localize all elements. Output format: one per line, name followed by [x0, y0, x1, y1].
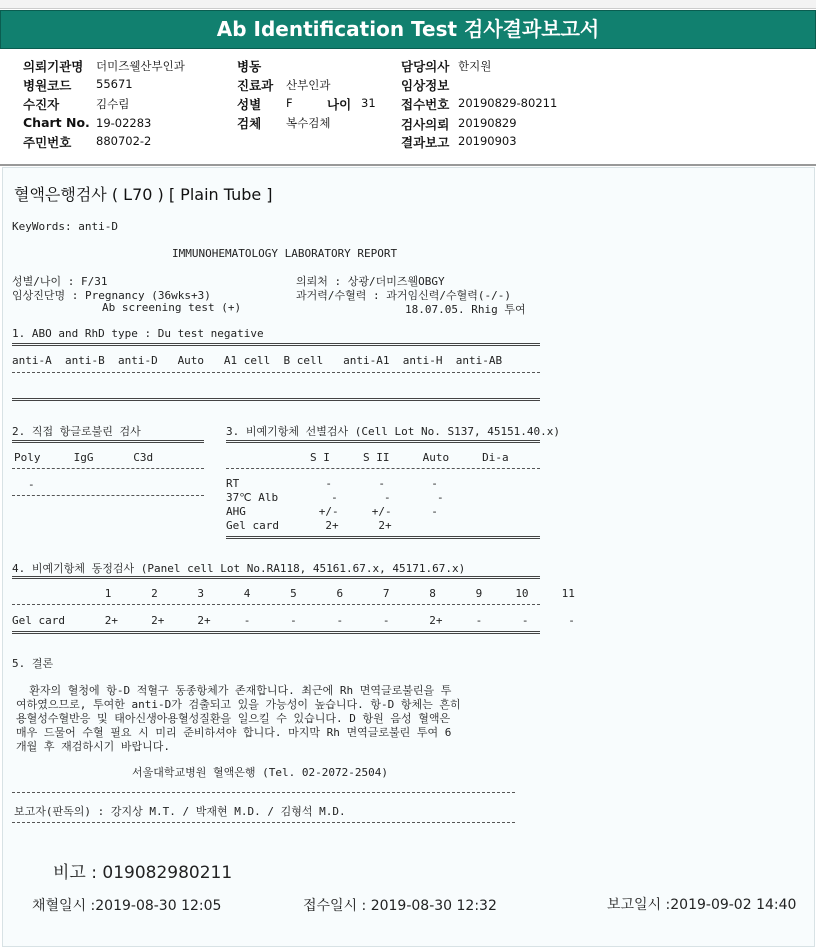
window-top-strip	[0, 0, 816, 9]
hospital-value: 더미즈웰산부인과	[96, 59, 185, 73]
dat-value: -	[28, 478, 35, 491]
sex-value: F	[286, 96, 293, 110]
doctor-value: 한지원	[458, 59, 492, 73]
double-rule	[226, 536, 540, 539]
dept-value: 산부인과	[286, 78, 331, 92]
section-1-title: 1. ABO and RhD type : Du test negative	[12, 327, 264, 340]
rhig-line: 18.07.05. Rhig 투여	[405, 303, 526, 316]
double-rule	[12, 440, 204, 443]
dashed-rule	[12, 372, 540, 373]
double-rule	[12, 398, 540, 401]
dat-columns: Poly IgG C3d	[14, 451, 154, 464]
patient-info-panel	[0, 55, 816, 165]
dashed-rule	[12, 792, 515, 793]
result-value: 20190903	[458, 134, 517, 148]
sex-label: 성별	[237, 97, 262, 112]
code-value: 55671	[96, 77, 133, 91]
conclusion-line: 용혈성수혈반응 및 태아신생아용혈성질환을 일으킬 수 있습니다. D 항원 음성 혈액은	[16, 712, 451, 725]
conclusion-line: 환자의 혈청에 항-D 적혈구 동종항체가 존재합니다. 최근에 Rh 면역글로불린을 투	[16, 684, 452, 697]
section-3-title: 3. 비예기항체 선별검사 (Cell Lot No. S137, 45151.40.x)	[226, 425, 561, 438]
diagnosis-line: 임상진단명 : Pregnancy (36wks+3)	[12, 289, 211, 302]
receipt-value: 20190829-80211	[458, 96, 558, 110]
id-value: 880702-2	[96, 134, 152, 148]
abo-columns: anti-A anti-B anti-D Auto A1 cell B cell anti-A1 anti-H anti-AB	[12, 354, 503, 367]
result-label: 결과보고	[401, 135, 450, 150]
clinical-label: 임상정보	[401, 78, 450, 93]
screening-row: 37℃ Alb - - -	[226, 491, 444, 504]
specimen-value: 복수검체	[286, 116, 331, 130]
remarks-note: 비고 : 019082980211	[53, 863, 233, 883]
blood-bank-contact: 서울대학교병원 혈액은행 (Tel. 02-2072-2504)	[132, 766, 388, 779]
keywords: KeyWords: anti-D	[12, 220, 118, 233]
specimen-label: 검체	[237, 116, 262, 131]
reporter-line: 보고자(판독의) : 강지상 M.T. / 박재현 M.D. / 김형석 M.D.	[14, 805, 346, 818]
history-line: 과거력/수혈력 : 과거임신력/수혈력(-/-)	[296, 289, 511, 302]
section-2-title: 2. 직접 항글로불린 검사	[12, 425, 141, 438]
lab-report-title: IMMUNOHEMATOLOGY LABORATORY REPORT	[172, 247, 398, 260]
hospital-label: 의뢰기관명	[23, 59, 84, 74]
request-value: 20190829	[458, 116, 517, 130]
panel-row: Gel card 2+ 2+ 2+ - - - - 2+ - - -	[12, 614, 575, 627]
request-label: 검사의뢰	[401, 117, 450, 132]
ward-label: 병동	[237, 59, 262, 74]
dashed-rule	[12, 822, 515, 823]
ab-screening-line: Ab screening test (+)	[102, 301, 242, 314]
patient-label: 수진자	[23, 97, 60, 112]
report-time: 보고일시 :2019-09-02 14:40	[607, 897, 797, 913]
code-label: 병원코드	[23, 78, 72, 93]
report-title: 혈액은행검사 ( L70 ) [ Plain Tube ]	[14, 185, 273, 204]
doctor-label: 담당의사	[401, 59, 450, 74]
chart-value: 19-02283	[96, 116, 152, 130]
screening-row: AHG +/- +/- -	[226, 505, 438, 518]
dashed-rule	[12, 604, 540, 605]
double-rule	[12, 576, 540, 579]
age-label: 나이	[327, 97, 352, 112]
chart-label: Chart No.	[23, 115, 90, 130]
double-rule	[12, 343, 540, 346]
section-4-title: 4. 비예기항체 동정검사 (Panel cell Lot No.RA118, 45161.67.x, 45171.67.x)	[12, 562, 466, 575]
screening-row: Gel card 2+ 2+	[226, 519, 392, 532]
report-header-title: Ab Identification Test 검사결과보고서	[0, 10, 816, 49]
screening-columns: S I S II Auto Di-a	[310, 451, 509, 464]
receipt-label: 접수번호	[401, 97, 450, 112]
referrer-line: 의뢰처 : 상광/더미즈웰OBGY	[296, 275, 445, 288]
dept-label: 진료과	[237, 78, 274, 93]
dashed-rule	[12, 468, 204, 469]
id-label: 주민번호	[23, 135, 72, 150]
conclusion-line: 매우 드물어 수혈 필요 시 미리 준비하셔야 합니다. 마지막 Rh 면역글로불린 투여 6	[16, 726, 452, 739]
panel-columns: 1 2 3 4 5 6 7 8 9 10 11	[12, 587, 575, 600]
receipt-time: 접수일시 : 2019-08-30 12:32	[303, 898, 497, 914]
conclusion-line: 개월 후 재검하시기 바랍니다.	[16, 740, 171, 753]
double-rule	[12, 631, 540, 634]
header-divider	[0, 164, 816, 166]
collection-time: 채혈일시 :2019-08-30 12:05	[32, 898, 222, 914]
conclusion-line: 여하였으므로, 투여한 anti-D가 검출되고 있을 가능성이 높습니다. 항-D 항체는 흔히	[16, 698, 461, 711]
age-value: 31	[361, 96, 376, 110]
double-rule	[226, 440, 540, 443]
patient-value: 김수림	[96, 97, 130, 111]
screening-row: RT - - -	[226, 477, 438, 490]
sex-age-line: 성별/나이 : F/31	[12, 275, 108, 288]
dashed-rule	[226, 468, 540, 469]
dashed-rule	[12, 495, 204, 496]
section-5-title: 5. 결론	[12, 657, 54, 670]
